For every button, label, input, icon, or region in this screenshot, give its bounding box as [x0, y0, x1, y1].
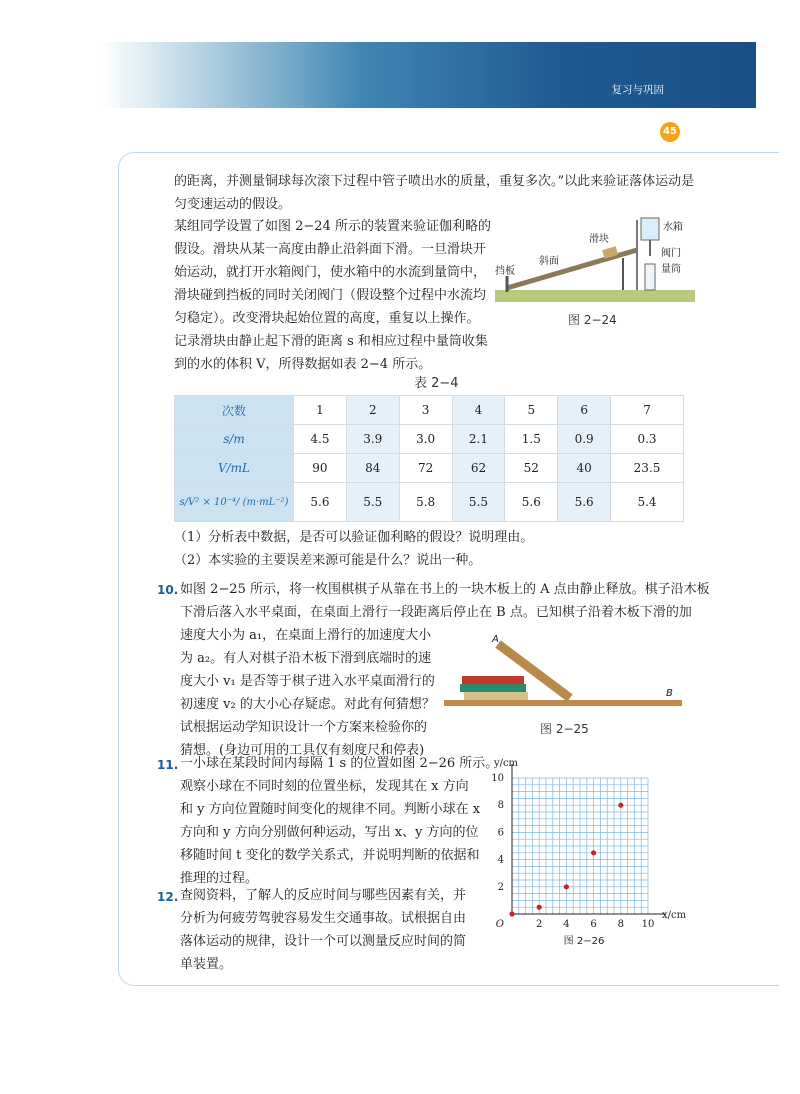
- data-point: [509, 911, 514, 916]
- q10-number: 10.: [157, 583, 179, 597]
- q12-line: 查阅资料，了解人的反应时间与哪些因素有关，并: [180, 888, 467, 903]
- intro-line-2: 匀变速运动的假设。: [174, 197, 292, 212]
- q10-line: 初速度 v₂ 的大小心存疑虑。对此有何猜想？: [180, 697, 435, 712]
- table-cell: 4: [452, 396, 505, 425]
- q11-line: 推理的过程。: [180, 871, 259, 886]
- table-cell: 0.3: [611, 425, 684, 454]
- q9-line: 滑块碰到挡板的同时关闭阀门（假设整个过程中水流均: [174, 288, 487, 303]
- y-tick-label: 8: [497, 800, 504, 812]
- figure-2-24: [495, 212, 695, 302]
- header-cell: 次数: [175, 396, 294, 425]
- header-cell: s/m: [175, 425, 294, 454]
- table-cell: 23.5: [611, 454, 684, 483]
- table-cell: 7: [611, 396, 684, 425]
- table-cell: 90: [294, 454, 347, 483]
- q11-number: 11.: [157, 758, 179, 772]
- figure-2-25-caption: 图 2−25: [540, 722, 589, 736]
- table-cell: 72: [399, 454, 452, 483]
- chart-grid: [512, 778, 648, 914]
- table-cell: 1.5: [505, 425, 558, 454]
- header-cell: V/mL: [175, 454, 294, 483]
- ground: [495, 290, 695, 302]
- table-row: [175, 483, 684, 522]
- q11-line: 一小球在某段时间内每隔 1 s 的位置如图 2−26 所示。: [180, 756, 499, 771]
- q12-line: 分析为何疲劳驾驶容易发生交通事故。试根据自由: [180, 911, 467, 926]
- q9-line: 到的水的体积 V，所得数据如表 2−4 所示。: [174, 357, 432, 372]
- label-valve: 阀门: [661, 248, 681, 259]
- y-axis-label: y/cm: [493, 758, 519, 769]
- data-point: [564, 884, 569, 889]
- x-tick-label: 8: [617, 919, 624, 930]
- q9-line: 某组同学设置了如图 2−24 所示的装置来验证伽利略的: [174, 219, 491, 234]
- book: [462, 676, 524, 684]
- q9-line: 始运动，就打开水箱阀门，使水箱中的水流到量筒中，: [174, 265, 487, 280]
- table-cell: 5.5: [346, 483, 399, 522]
- q12-number: 12.: [157, 890, 179, 904]
- label-tank: 水箱: [663, 222, 683, 233]
- data-point: [618, 803, 623, 808]
- table-cell: 5.4: [611, 483, 684, 522]
- header-cell: s/V² × 10⁻⁴/ (m·mL⁻²): [175, 483, 294, 522]
- table-row: [175, 396, 684, 425]
- y-tick-label: 2: [497, 881, 504, 893]
- table-cell: 2.1: [452, 425, 505, 454]
- water-tank: [641, 218, 659, 240]
- table-cell: 2: [346, 396, 399, 425]
- book: [464, 692, 528, 700]
- q9-sub-question-2: （2）本实验的主要误差来源可能是什么？说出一种。: [174, 553, 482, 568]
- intro-line-1: 的距离，并测量铜球每次滚下过程中管子喷出水的质量，重复多次。”以此来验证落体运动是: [174, 174, 695, 189]
- x-tick-label: 10: [641, 919, 655, 930]
- table-cell: 4.5: [294, 425, 347, 454]
- book: [460, 684, 526, 692]
- table-cell: 62: [452, 454, 505, 483]
- point-b-label: B: [666, 688, 673, 699]
- section-title: 复习与巩固: [611, 84, 664, 96]
- header-banner: [100, 42, 756, 137]
- table-cell: 0.9: [558, 425, 611, 454]
- data-point: [591, 850, 596, 855]
- q11-line: 和 y 方向位置随时间变化的规律不同。判断小球在 x: [180, 802, 481, 817]
- label-slope: 斜面: [539, 256, 559, 267]
- q11-line: 方向和 y 方向分别做何种运动，写出 x、y 方向的位: [180, 825, 479, 840]
- q10-line: 速度大小为 a₁，在桌面上滑行的加速度大小: [180, 628, 432, 643]
- table-cell: 3.9: [346, 425, 399, 454]
- label-baffle: 挡板: [495, 266, 515, 277]
- y-tick-label: 6: [497, 827, 504, 839]
- x-axis-label: x/cm: [661, 910, 687, 921]
- table-cell: 3.0: [399, 425, 452, 454]
- table-cell: 52: [505, 454, 558, 483]
- q11-line: 观察小球在不同时刻的位置坐标，发现其在 x 方向: [180, 779, 469, 794]
- q9-line: 假设。滑块从某一高度由静止沿斜面下滑。一旦滑块开: [174, 242, 487, 257]
- table-cell: 5.6: [505, 483, 558, 522]
- table-cell: 5.5: [452, 483, 505, 522]
- table-title: 表 2−4: [414, 376, 459, 391]
- table-cell: 1: [294, 396, 347, 425]
- q10-line: 为 a₂。有人对棋子沿木板下滑到底端时的速: [180, 651, 432, 666]
- q9-line: 匀稳定）。改变滑块起始位置的高度，重复以上操作。: [174, 311, 480, 326]
- table-cell: 84: [346, 454, 399, 483]
- q10-line: 试根据运动学知识设计一个方案来检验你的: [180, 720, 428, 735]
- table-cell: 40: [558, 454, 611, 483]
- page-number-badge: 45: [660, 122, 680, 142]
- label-block: 滑块: [589, 234, 609, 245]
- measuring-cylinder: [645, 264, 655, 290]
- q11-line: 移随时间 t 变化的数学关系式，并说明判断的依据和: [180, 848, 480, 863]
- q10-line: 度大小 v₁ 是否等于棋子进入水平桌面滑行的: [180, 674, 435, 689]
- x-tick-label: 6: [590, 919, 597, 930]
- x-tick-label: 4: [563, 919, 570, 930]
- table-cell: 3: [399, 396, 452, 425]
- table-top: [444, 700, 682, 706]
- data-point: [537, 905, 542, 910]
- q9-sub-question-1: （1）分析表中数据，是否可以验证伽利略的假设？说明理由。: [174, 530, 534, 545]
- table-cell: 5.6: [558, 483, 611, 522]
- table-row: [175, 454, 684, 483]
- q10-line: 猜想。(身边可用的工具仅有刻度尺和停表): [180, 743, 425, 758]
- table-cell: 6: [558, 396, 611, 425]
- q12-line: 单装置。: [180, 957, 233, 972]
- q9-line: 记录滑块由静止起下滑的距离 s 和相应过程中量筒收集: [174, 334, 488, 349]
- chart-caption: 图 2−26: [563, 936, 605, 947]
- point-a-label: A: [492, 634, 499, 645]
- q10-line: 如图 2−25 所示，将一枚围棋棋子从靠在书上的一块木板上的 A 点由静止释放。棋子沿木板: [180, 582, 710, 597]
- q12-line: 落体运动的规律，设计一个可以测量反应时间的简: [180, 934, 467, 949]
- table-cell: 5: [505, 396, 558, 425]
- figure-2-26-chart: [480, 756, 690, 956]
- y-tick-label: 4: [497, 854, 504, 866]
- figure-2-25: [440, 630, 690, 720]
- y-tick-label: 10: [491, 773, 504, 784]
- x-tick-label: 2: [536, 919, 543, 930]
- table-cell: 5.8: [399, 483, 452, 522]
- data-table: [174, 395, 684, 522]
- origin-label: O: [495, 919, 504, 930]
- table-cell: 5.6: [294, 483, 347, 522]
- slope-board: [507, 250, 637, 288]
- q10-line: 下滑后落入水平桌面，在桌面上滑行一段距离后停止在 B 点。已知棋子沿着木板下滑的加: [180, 605, 692, 620]
- figure-2-24-caption: 图 2−24: [568, 313, 617, 327]
- label-cylinder: 量筒: [661, 264, 681, 275]
- table-row: [175, 425, 684, 454]
